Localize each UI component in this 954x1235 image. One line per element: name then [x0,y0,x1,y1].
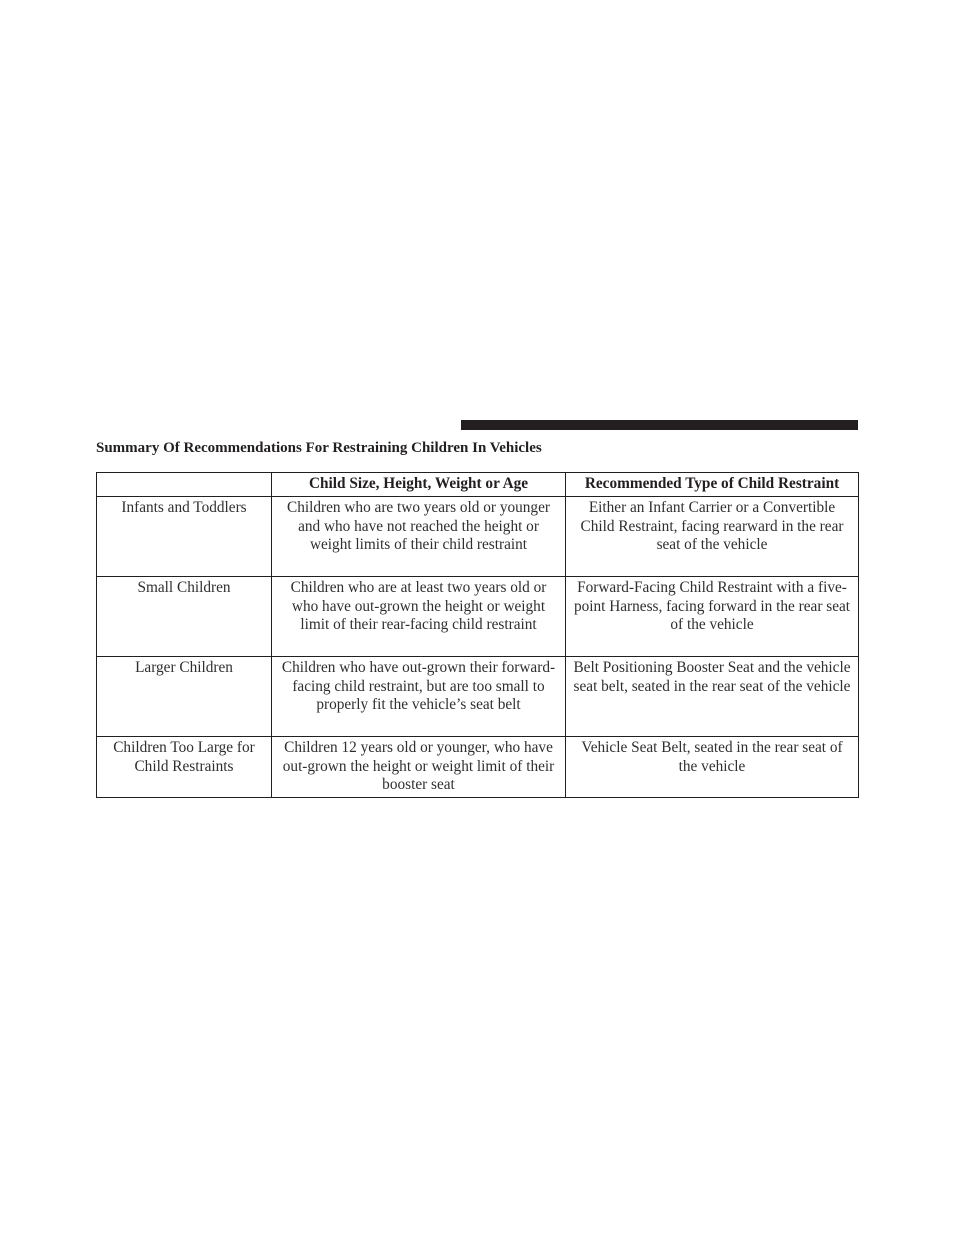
header-restraint-type: Recommended Type of Child Restraint [566,473,859,497]
row-category: Children Too Large for Child Restraints [97,737,272,798]
recommendations-table [96,472,859,798]
row-restraint-type: Belt Positioning Booster Seat and the vehicle seat belt, seated in the rear seat of the vehicle [566,657,859,737]
table-row [97,577,859,657]
row-child-size: Children 12 years old or younger, who have out-grown the height or weight limit of their booster seat [272,737,566,798]
row-restraint-type: Forward-Facing Child Restraint with a five-point Harness, facing forward in the rear seat of the vehicle [566,577,859,657]
header-child-size: Child Size, Height, Weight or Age [272,473,566,497]
row-category: Larger Children [97,657,272,737]
section-header-bar [461,420,858,430]
row-restraint-type: Either an Infant Carrier or a Convertible Child Restraint, facing rearward in the rear seat of the vehicle [566,497,859,577]
section-title: Summary Of Recommendations For Restraining Children In Vehicles [96,440,542,456]
row-restraint-type: Vehicle Seat Belt, seated in the rear seat of the vehicle [566,737,859,798]
table-row [97,657,859,737]
row-child-size: Children who are two years old or younger and who have not reached the height or weight limits of their child restraint [272,497,566,577]
header-category [97,473,272,497]
table-row [97,737,859,798]
row-category: Small Children [97,577,272,657]
row-child-size: Children who have out-grown their forward-facing child restraint, but are too small to properly fit the vehicle’s seat belt [272,657,566,737]
row-category: Infants and Toddlers [97,497,272,577]
row-child-size: Children who are at least two years old or who have out-grown the height or weight limit of their rear-facing child restraint [272,577,566,657]
table-header-row [97,473,859,497]
table-row [97,497,859,577]
